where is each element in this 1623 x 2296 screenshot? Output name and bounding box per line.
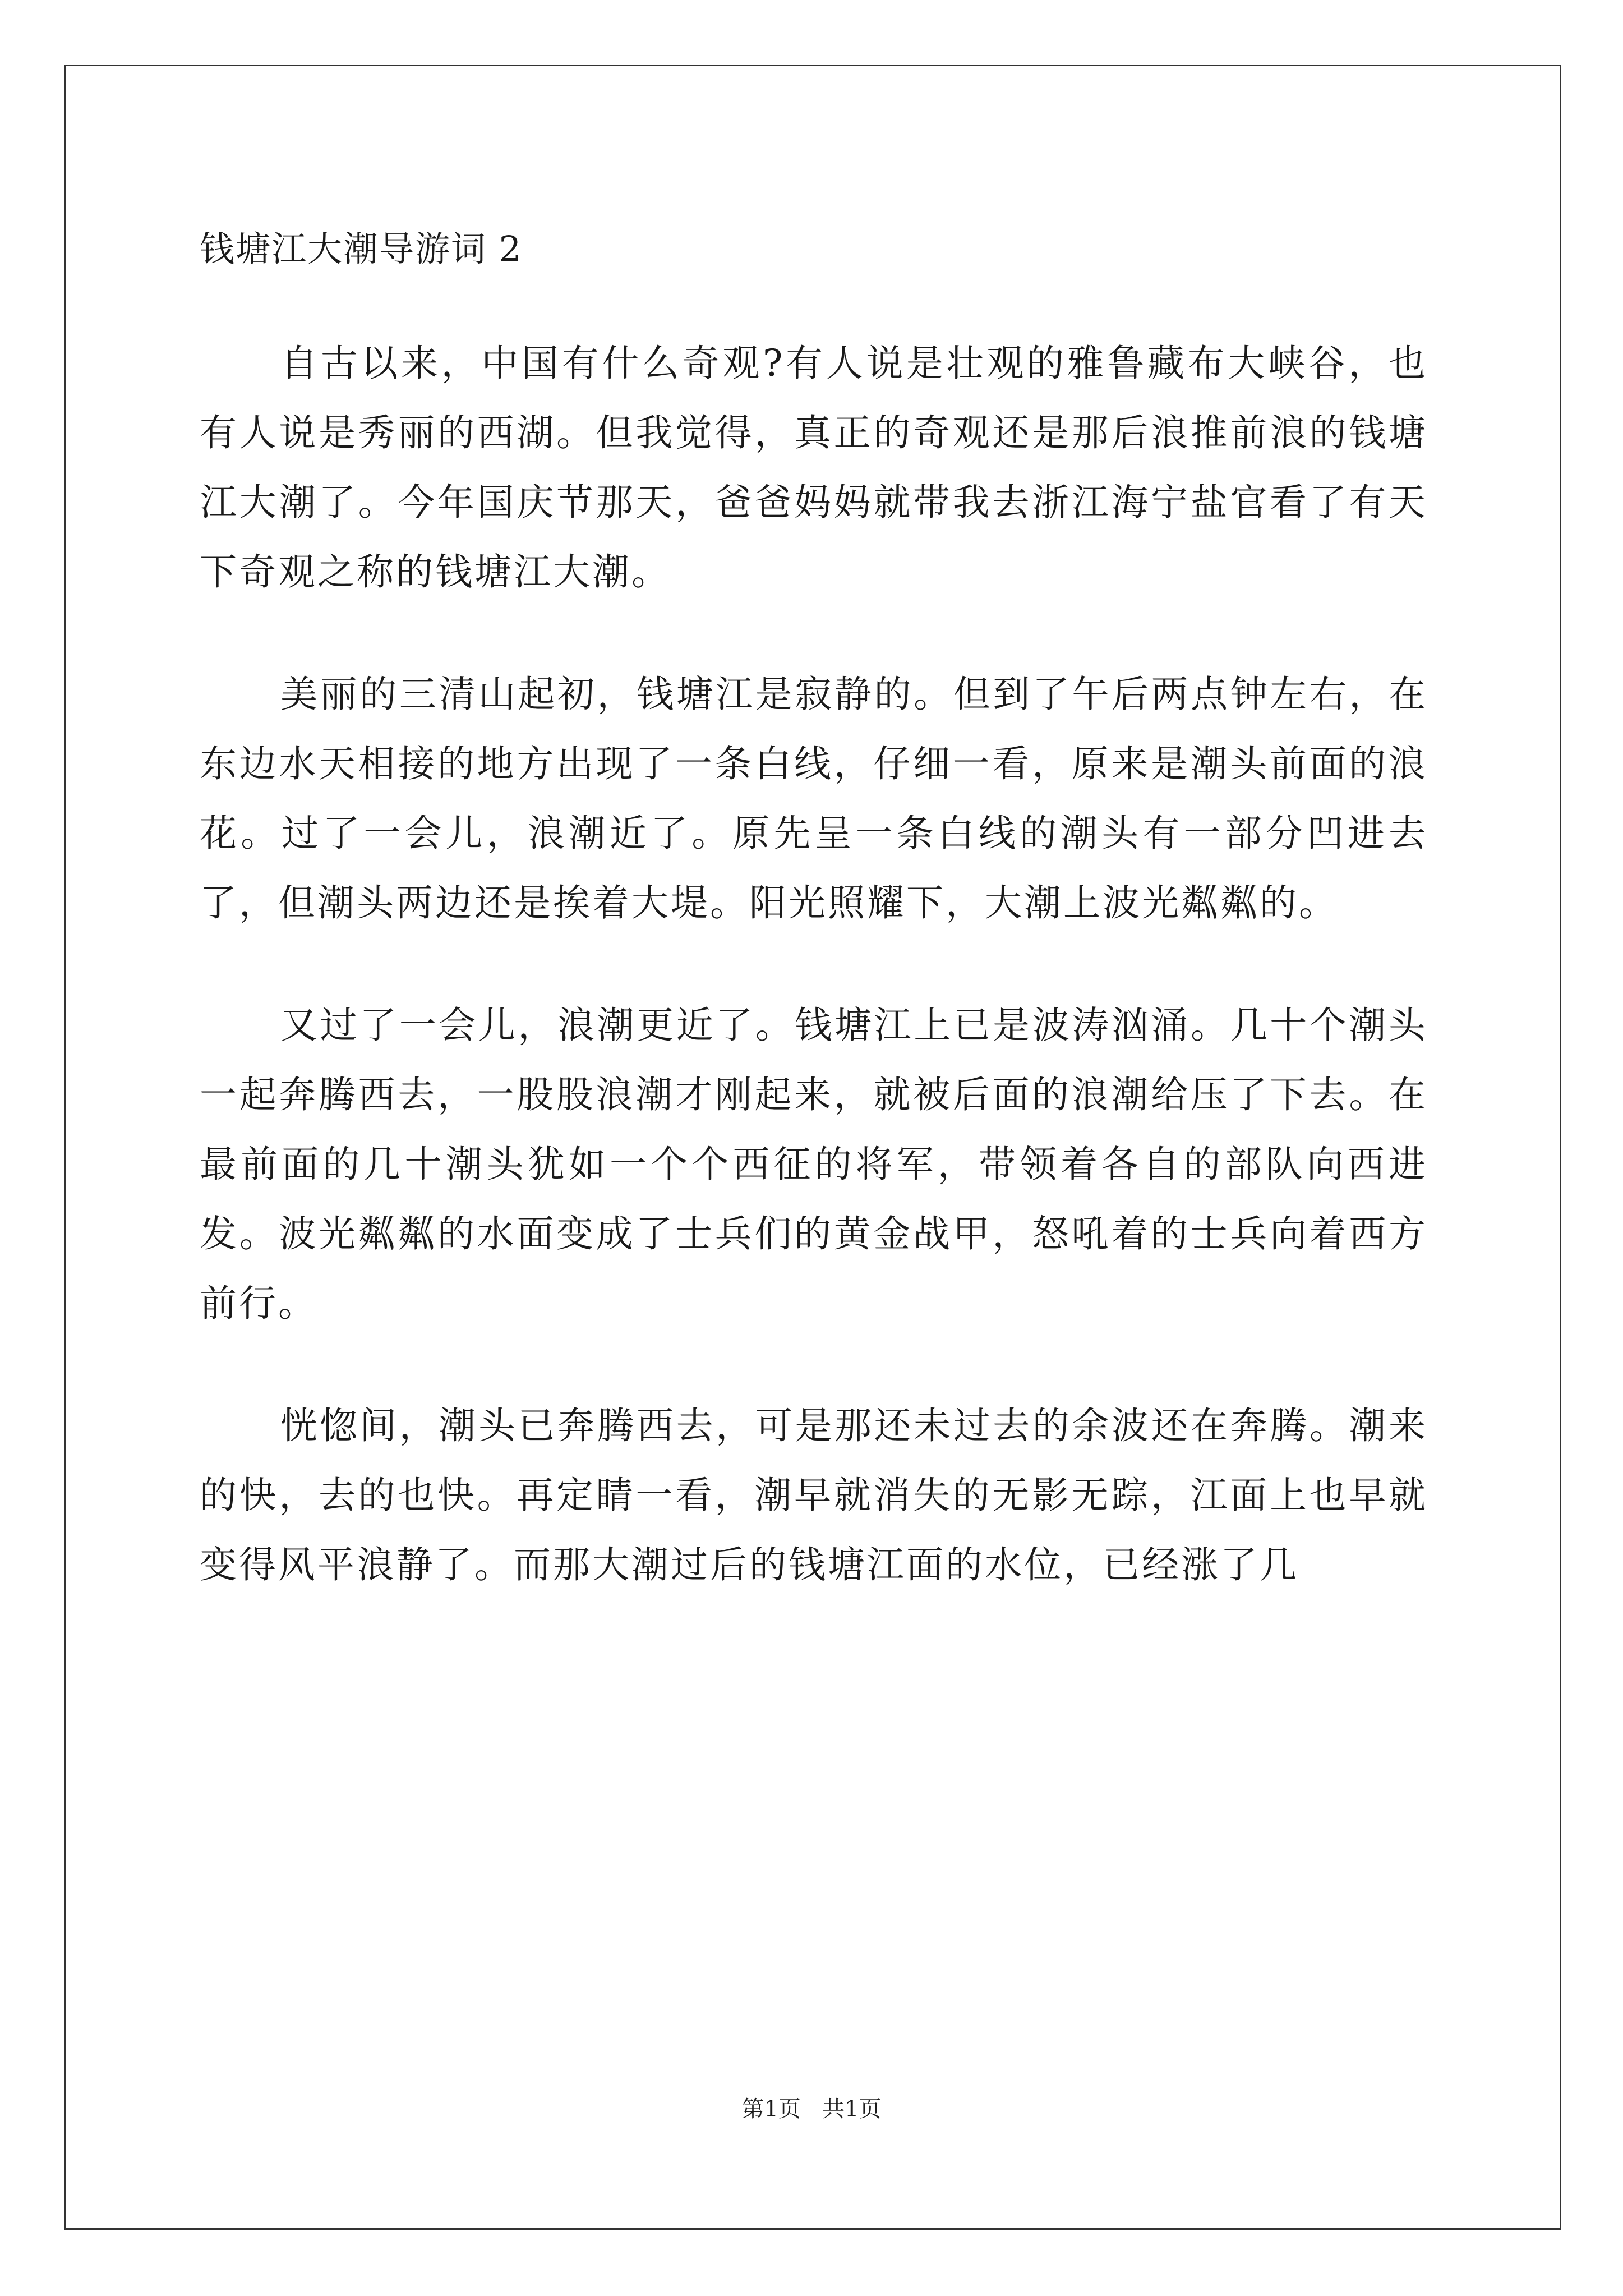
document-body: [200, 329, 1428, 1653]
document-title: 钱塘江大潮导游词 2: [200, 228, 523, 269]
paragraph-1: 自古以来，中国有什么奇观?有人说是壮观的雅鲁藏布大峡谷，也有人说是秀丽的西湖。但我觉得，真正的奇观还是那后浪推前浪的钱塘江大潮了。今年国庆节那天，爸爸妈妈就带我去浙江海宁盐官看了有天下奇观之称的钱塘江大潮。: [200, 342, 1428, 593]
paragraph-4: 恍惚间，潮头已奔腾西去，可是那还未过去的余波还在奔腾。潮来的快，去的也快。再定睛一看，潮早就消失的无影无踪，江面上也早就变得风平浪静了。而那大潮过后的钱塘江面的水位，已经涨了几: [200, 1404, 1428, 1586]
page-number-footer: 第1页 共1页: [741, 2096, 882, 2122]
paragraph-3: 又过了一会儿，浪潮更近了。钱塘江上已是波涛汹涌。几十个潮头一起奔腾西去，一股股浪潮才刚起来，就被后面的浪潮给压了下去。在最前面的几十潮头犹如一个个西征的将军，带领着各自的部队向西进发。波光粼粼的水面变成了士兵们的黄金战甲，怒吼着的士兵向着西方前行。: [200, 1004, 1428, 1325]
paragraph-2: 美丽的三清山起初，钱塘江是寂静的。但到了午后两点钟左右，在东边水天相接的地方出现了一条白线，仔细一看，原来是潮头前面的浪花。过了一会儿，浪潮近了。原先呈一条白线的潮头有一部分凹进去了，但潮头两边还是挨着大堤。阳光照耀下，大潮上波光粼粼的。: [200, 673, 1428, 924]
